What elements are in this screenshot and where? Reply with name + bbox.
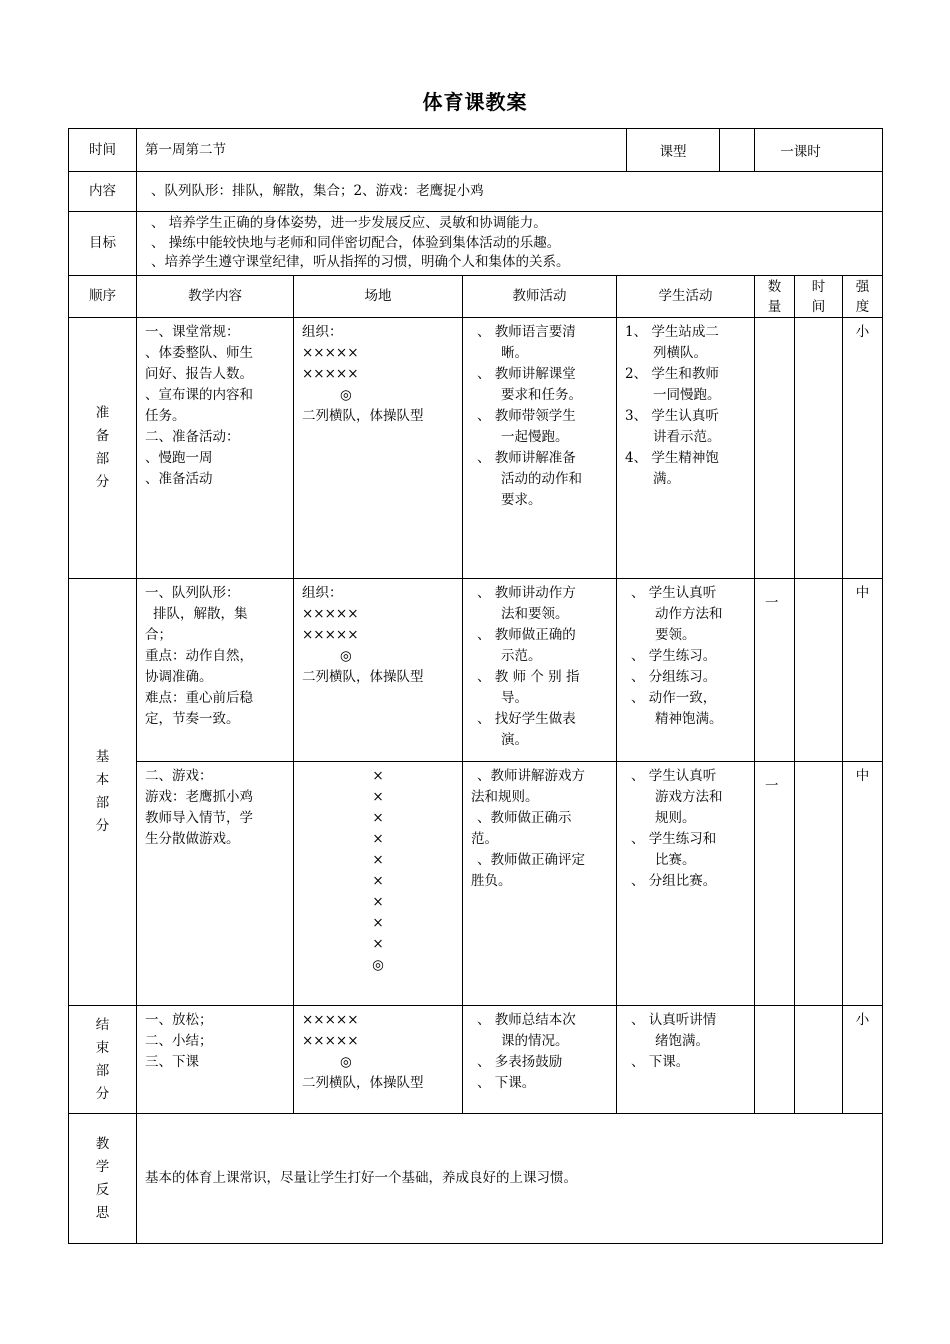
basic1-time [795, 579, 843, 762]
prep-time [795, 318, 843, 579]
text-line: 、 教师讲解准备 [477, 450, 576, 466]
text-line: 排队，解散，集 [153, 606, 248, 622]
text-line: 教师导入情节，学 [145, 810, 253, 826]
text-line: 、 多表扬鼓励 [477, 1054, 563, 1070]
text-line: 、 下课。 [477, 1075, 536, 1091]
text-line: 满。 [653, 471, 680, 487]
prep-student [617, 318, 755, 579]
text-line: 、 动作一致， [631, 690, 717, 706]
section-char: 分 [95, 474, 110, 490]
text-line: 一、放松； [145, 1012, 213, 1028]
col-order: 顺序 [69, 276, 137, 318]
content-label: 内容 [69, 172, 137, 212]
text-line: 动作方法和 [655, 606, 723, 622]
text-line: 3、 学生认真听 [625, 408, 719, 424]
text-line: 二、准备活动： [145, 429, 240, 445]
section-char: 部 [95, 451, 110, 467]
text-line: 、 教师做正确的 [477, 627, 576, 643]
text-line: 、 学生认真听 [631, 585, 717, 601]
basic2-count: 一 [755, 762, 795, 1006]
text-line: 要求。 [501, 492, 542, 508]
section-char: 基 [95, 749, 110, 765]
text-line: 、慢跑一周 [145, 450, 213, 466]
text-line: 、 学生练习和 [631, 831, 717, 847]
section-prep-name [69, 318, 137, 579]
text-line: 法和规则。 [471, 789, 539, 805]
text-line: 、 教师总结本次 [477, 1012, 576, 1028]
formation-mark: × [372, 915, 384, 931]
type-block [626, 129, 881, 171]
goal-item: 、 培养学生正确的身体姿势，进一步发展反应、灵敏和协调能力。 [151, 215, 547, 231]
text-line: 问好、报告人数。 [145, 366, 253, 382]
text-line: 比赛。 [655, 852, 696, 868]
col-count-char: 量 [767, 298, 782, 315]
col-intensity [843, 276, 883, 318]
basic2-time [795, 762, 843, 1006]
col-time-char: 时 [811, 278, 826, 295]
formation-row: ××××× [302, 366, 359, 382]
text-line: 、 学生认真听 [631, 768, 717, 784]
col-time [795, 276, 843, 318]
end-content [137, 1006, 294, 1114]
prep-intensity: 小 [843, 318, 883, 579]
teacher-marker: ◎ [340, 1054, 352, 1070]
basic2-student [617, 762, 755, 1006]
end-venue [294, 1006, 463, 1114]
text-line: 一、队列队形： [145, 585, 240, 601]
section-char: 反 [95, 1181, 110, 1198]
section-char: 备 [95, 428, 110, 444]
formation-row: ××××× [302, 606, 359, 622]
col-content: 教学内容 [137, 276, 294, 318]
basic2-content [137, 762, 294, 1006]
formation-mark: × [372, 894, 384, 910]
col-venue: 场地 [294, 276, 463, 318]
goal-item: 、培养学生遵守课堂纪律，听从指挥的习惯，明确个人和集体的关系。 [151, 254, 570, 270]
text-line: 组织： [302, 324, 343, 340]
text-line: 游戏：老鹰抓小鸡 [145, 789, 253, 805]
basic1-teacher [463, 579, 617, 762]
end-count [755, 1006, 795, 1114]
text-line: 游戏方法和 [655, 789, 723, 805]
text-line: 合； [145, 627, 172, 643]
col-time-char: 间 [811, 298, 826, 315]
text-line: 、准备活动 [145, 471, 213, 487]
text-line: 、 学生练习。 [631, 648, 717, 664]
text-line: 协调准确。 [145, 669, 213, 685]
text-line: 难点：重心前后稳 [145, 690, 253, 706]
teacher-marker: ◎ [340, 387, 352, 403]
section-char: 束 [95, 1039, 110, 1056]
teacher-marker: ◎ [340, 648, 352, 664]
formation-row: ××××× [302, 1033, 359, 1049]
end-intensity: 小 [843, 1006, 883, 1114]
text-line: 绪饱满。 [655, 1033, 709, 1049]
text-line: 重点：动作自然， [145, 648, 253, 664]
time-value: 第一周第二节 [145, 141, 226, 158]
text-line: 列横队。 [653, 345, 707, 361]
text-line: 晰。 [501, 345, 528, 361]
formation-mark: × [372, 873, 384, 889]
section-char: 思 [95, 1204, 110, 1221]
text-line: 、教师做正确评定 [477, 852, 585, 868]
text-line: 一起慢跑。 [501, 429, 569, 445]
text-line: 组织： [302, 585, 343, 601]
section-basic-name [69, 579, 137, 1006]
text-line: 要求和任务。 [501, 387, 582, 403]
section-char: 部 [95, 1062, 110, 1079]
basic1-content [137, 579, 294, 762]
goal-label: 目标 [69, 212, 137, 276]
text-line: 规则。 [655, 810, 696, 826]
formation-mark: × [372, 789, 384, 805]
basic1-venue [294, 579, 463, 762]
text-line: 一、课堂常规： [145, 324, 240, 340]
basic2-intensity: 中 [843, 762, 883, 1006]
page-title: 体育课教案 [422, 90, 528, 114]
text-line: 、 教师语言要清 [477, 324, 576, 340]
type-label: 课型 [626, 129, 720, 171]
section-reflection-name [69, 1114, 137, 1244]
section-char: 教 [95, 1135, 110, 1152]
section-char: 学 [95, 1158, 110, 1175]
basic1-intensity: 中 [843, 579, 883, 762]
end-student [617, 1006, 755, 1114]
text-line: 、教师讲解游戏方 [477, 768, 585, 784]
text-line: 演。 [501, 732, 528, 748]
text-line: 、教师做正确示 [477, 810, 572, 826]
col-teacher: 教师活动 [463, 276, 617, 318]
formation-mark: × [372, 831, 384, 847]
prep-venue [294, 318, 463, 579]
text-line: 、 找好学生做表 [477, 711, 576, 727]
text-line: 讲看示范。 [653, 429, 721, 445]
text-line: 导。 [501, 690, 528, 706]
text-line: 二、小结； [145, 1033, 213, 1049]
text-line: 4、 学生精神饱 [625, 450, 719, 466]
end-teacher [463, 1006, 617, 1114]
section-char: 本 [95, 772, 110, 788]
goal-list [137, 212, 883, 276]
section-end-name [69, 1006, 137, 1114]
section-char: 部 [95, 795, 110, 811]
text-line: 胜负。 [471, 873, 512, 889]
text-line: 、 分组练习。 [631, 669, 717, 685]
col-count [755, 276, 795, 318]
section-char: 结 [95, 1016, 110, 1033]
text-line: 二、游戏： [145, 768, 213, 784]
basic2-venue [294, 762, 463, 1006]
text-line: 范。 [471, 831, 498, 847]
formation-row: ××××× [302, 1012, 359, 1028]
text-line: 精神饱满。 [655, 711, 723, 727]
content-value: 、队列队形：排队，解散，集合；2、游戏：老鹰捉小鸡 [137, 172, 883, 212]
text-line: 课的情况。 [501, 1033, 569, 1049]
text-line: 、 教 师 个 别 指 [477, 669, 580, 685]
col-intensity-char: 强 [855, 278, 870, 295]
text-line: 、宣布课的内容和 [145, 387, 253, 403]
col-count-char: 数 [767, 278, 782, 295]
col-intensity-char: 度 [855, 298, 870, 315]
text-line: 要领。 [655, 627, 696, 643]
section-char: 分 [95, 818, 110, 834]
lesson-plan-table [68, 128, 883, 1244]
text-line: 任务。 [145, 408, 186, 424]
text-line: 二列横队，体操队型 [302, 408, 424, 424]
text-line: 2、 学生和教师 [625, 366, 719, 382]
text-line: 、体委整队、师生 [145, 345, 253, 361]
goal-item: 、 操练中能较快地与老师和同伴密切配合，体验到集体活动的乐趣。 [151, 234, 561, 251]
text-line: 一同慢跑。 [653, 387, 721, 403]
reflection-text: 基本的体育上课常识，尽量让学生打好一个基础，养成良好的上课习惯。 [137, 1114, 883, 1244]
prep-teacher [463, 318, 617, 579]
formation-mark: × [372, 768, 384, 784]
text-line: 、 教师带领学生 [477, 408, 576, 424]
formation-mark: × [372, 810, 384, 826]
text-line: 、 教师讲动作方 [477, 585, 576, 601]
basic1-count: 一 [755, 579, 795, 762]
formation-row: ××××× [302, 627, 359, 643]
text-line: 1、 学生站成二 [625, 324, 719, 340]
type-value: 一课时 [780, 144, 821, 160]
text-line: 、 教师讲解课堂 [477, 366, 576, 382]
basic2-teacher [463, 762, 617, 1006]
text-line: 定，节奏一致。 [145, 711, 240, 727]
text-line: 、 分组比赛。 [631, 873, 717, 889]
section-char: 准 [95, 405, 110, 421]
text-line: 二列横队，体操队型 [302, 1075, 424, 1091]
prep-count [755, 318, 795, 579]
formation-mark: × [372, 936, 384, 952]
end-time [795, 1006, 843, 1114]
text-line: 法和要领。 [501, 606, 569, 622]
text-line: 示范。 [501, 648, 542, 664]
text-line: 三、下课 [145, 1054, 199, 1070]
formation-row: ××××× [302, 345, 359, 361]
text-line: 二列横队，体操队型 [302, 669, 424, 685]
text-line: 活动的动作和 [501, 471, 582, 487]
formation-mark: × [372, 852, 384, 868]
text-line: 生分散做游戏。 [145, 831, 240, 847]
col-student: 学生活动 [617, 276, 755, 318]
time-label: 时间 [69, 129, 137, 172]
teacher-marker: ◎ [372, 957, 384, 973]
prep-content [137, 318, 294, 579]
basic1-student [617, 579, 755, 762]
section-char: 分 [95, 1085, 110, 1102]
text-line: 、 认真听讲情 [631, 1012, 717, 1028]
text-line: 、 下课。 [631, 1054, 690, 1070]
